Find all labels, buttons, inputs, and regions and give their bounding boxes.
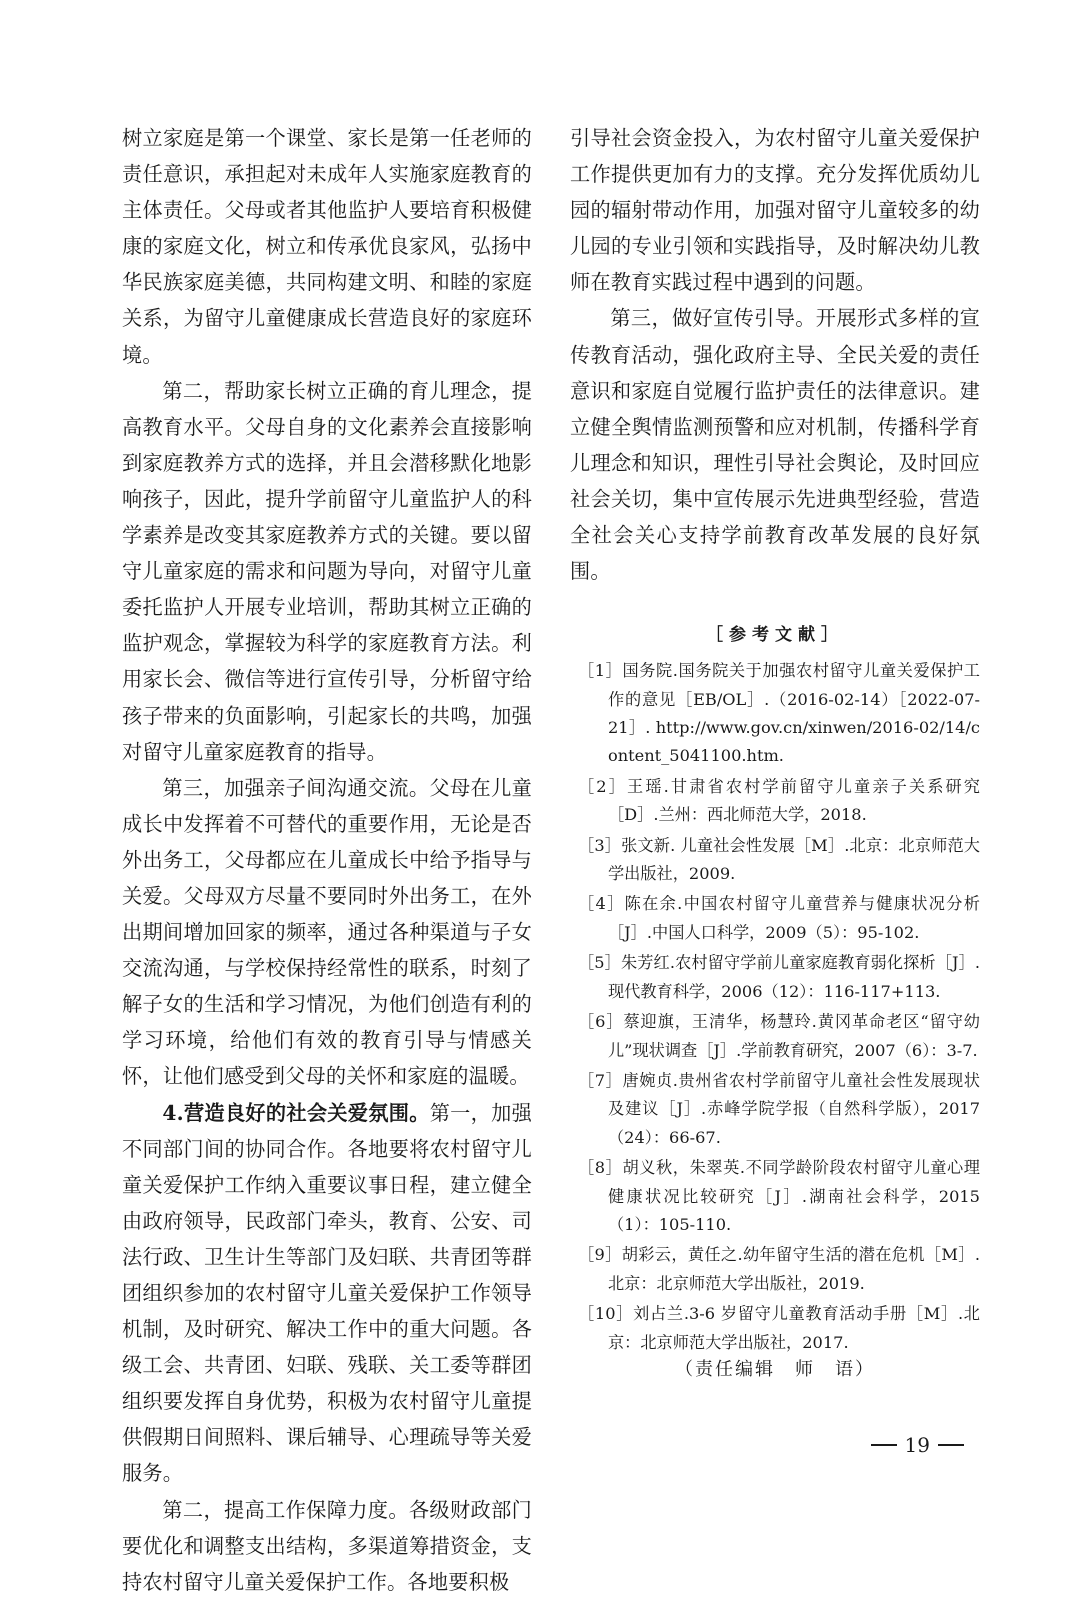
reference-item: ［10］刘占兰.3-6 岁留守儿童教育活动手册［M］.北京：北京师范大学出版社，2017. [578, 1304, 980, 1352]
reference-item: ［8］胡义秋，朱翠英.不同学龄阶段农村留守儿童心理健康状况比较研究［J］.湖南社会科学，2015（1）：105-110. [578, 1158, 980, 1234]
reference-item: ［1］国务院.国务院关于加强农村留守儿童关爱保护工作的意见［EB/OL］.（2016-02-14）［2022-07-21］. http://www.gov.cn/xinwen/2016-02/14/content_5041100.htm. [578, 661, 980, 766]
reference-item: ［5］朱芳红.农村留守学前儿童家庭教育弱化探析［J］. 现代教育科学，2006（12）：116-117+113. [578, 953, 980, 1001]
paragraph: 第二，帮助家长树立正确的育儿理念，提高教育水平。父母自身的文化素养会直接影响到家庭教养方式的选择，并且会潜移默化地影响孩子，因此，提升学前留守儿童监护人的科学素养是改变其家庭教养方式的关键。要以留守儿童家庭的需求和问题为导向，对留守儿童委托监护人开展专业培训，帮助其树立正确的监护观念，掌握较为科学的家庭教育方法。利用家长会、微信等进行宣传引导，分析留守给孩子带来的负面影响，引起家长的共鸣，加强对留守儿童家庭教育的指导。 [122, 378, 532, 764]
dash-left [871, 1444, 897, 1446]
paragraph: 树立家庭是第一个课堂、家长是第一任老师的责任意识，承担起对未成年人实施家庭教育的主体责任。父母或者其他监护人要培育积极健康的家庭文化，树立和传承优良家风，弘扬中华民族家庭美德，共同构建文明、和睦的家庭关系，为留守儿童健康成长营造良好的家庭环境。 [122, 126, 532, 367]
right-column [570, 120, 980, 1359]
paragraph: 第二，提高工作保障力度。各级财政部门要优化和调整支出结构，多渠道筹措资金，支持农村留守儿童关爱保护工作。各地要积极 [122, 1497, 532, 1594]
page-number-value: 19 [904, 1433, 930, 1457]
section-4-heading: 4.营造良好的社会关爱氛围。 [162, 1100, 430, 1125]
left-column [122, 120, 532, 1600]
reference-item: ［2］王瑶.甘肃省农村学前留守儿童亲子关系研究［D］.兰州：西北师范大学，2018. [578, 776, 980, 825]
paragraph: 第三，加强亲子间沟通交流。父母在儿童成长中发挥着不可替代的重要作用，无论是否外出务工，父母都应在儿童成长中给予指导与关爱。父母双方尽量不要同时外出务工，在外出期间增加回家的频率，通过各种渠道与子女交流沟通，与学校保持经常性的联系，时刻了解子女的生活和学习情况，为他们创造有利的学习环境，给他们有效的教育引导与情感关怀，让他们感受到父母的关怀和家庭的温暖。 [122, 775, 532, 1089]
paragraph: 第三，做好宣传引导。开展形式多样的宣传教育活动，强化政府主导、全民关爱的责任意识和家庭自觉履行监护责任的法律意识。建立健全舆情监测预警和应对机制，传播科学育儿理念和知识，理性引导社会舆论，及时回应社会关切，集中宣传展示先进典型经验，营造全社会关心支持学前教育改革发展的良好氛围。 [570, 306, 980, 584]
section-4-paragraph [122, 1095, 532, 1492]
paragraph: 引导社会资金投入，为农村留守儿童关爱保护工作提供更加有力的支撑。充分发挥优质幼儿园的辐射带动作用，加强对留守儿童较多的幼儿园的专业引领和实践指导，及时解决幼儿教师在教育实践过程中遇到的问题。 [570, 126, 980, 295]
references-list [570, 657, 980, 1357]
reference-item: ［7］唐婉贞.贵州省农村学前留守儿童社会性发展现状及建议［J］.赤峰学院学报（自然科学版），2017（24）：66-67. [578, 1070, 980, 1147]
reference-item: ［3］张文新. 儿童社会性发展［M］.北京：北京师范大学出版社，2009. [578, 835, 980, 884]
reference-item: ［9］胡彩云，黄任之.幼年留守生活的潜在危机［M］.北京：北京师范大学出版社，2019. [578, 1245, 980, 1293]
references-heading: ［参考文献］ [706, 625, 844, 646]
reference-item: ［4］陈在余.中国农村留守儿童营养与健康状况分析［J］.中国人口科学，2009（5）：95-102. [578, 894, 980, 942]
editor-credit: （责任编辑 师 语） [675, 1359, 875, 1380]
dash-right [938, 1444, 964, 1446]
section-4-body: 第一，加强不同部门间的协同合作。各地要将农村留守儿童关爱保护工作纳入重要议事日程，建立健全由政府领导，民政部门牵头，教育、公安、司法行政、卫生计生等部门及妇联、共青团等群团组织参加的农村留守儿童关爱保护工作领导机制，及时研究、解决工作中的重大问题。各级工会、共青团、妇联、残联、关工委等群团组织要发挥自身优势，积极为农村留守儿童提供假期日间照料、课后辅导、心理疏导等关爱服务。 [122, 1100, 532, 1486]
page-number [863, 1433, 972, 1457]
reference-item: ［6］蔡迎旗，王清华，杨慧玲.黄冈革命老区“留守幼儿”现状调查［J］.学前教育研究，2007（6）：3-7. [578, 1012, 980, 1060]
